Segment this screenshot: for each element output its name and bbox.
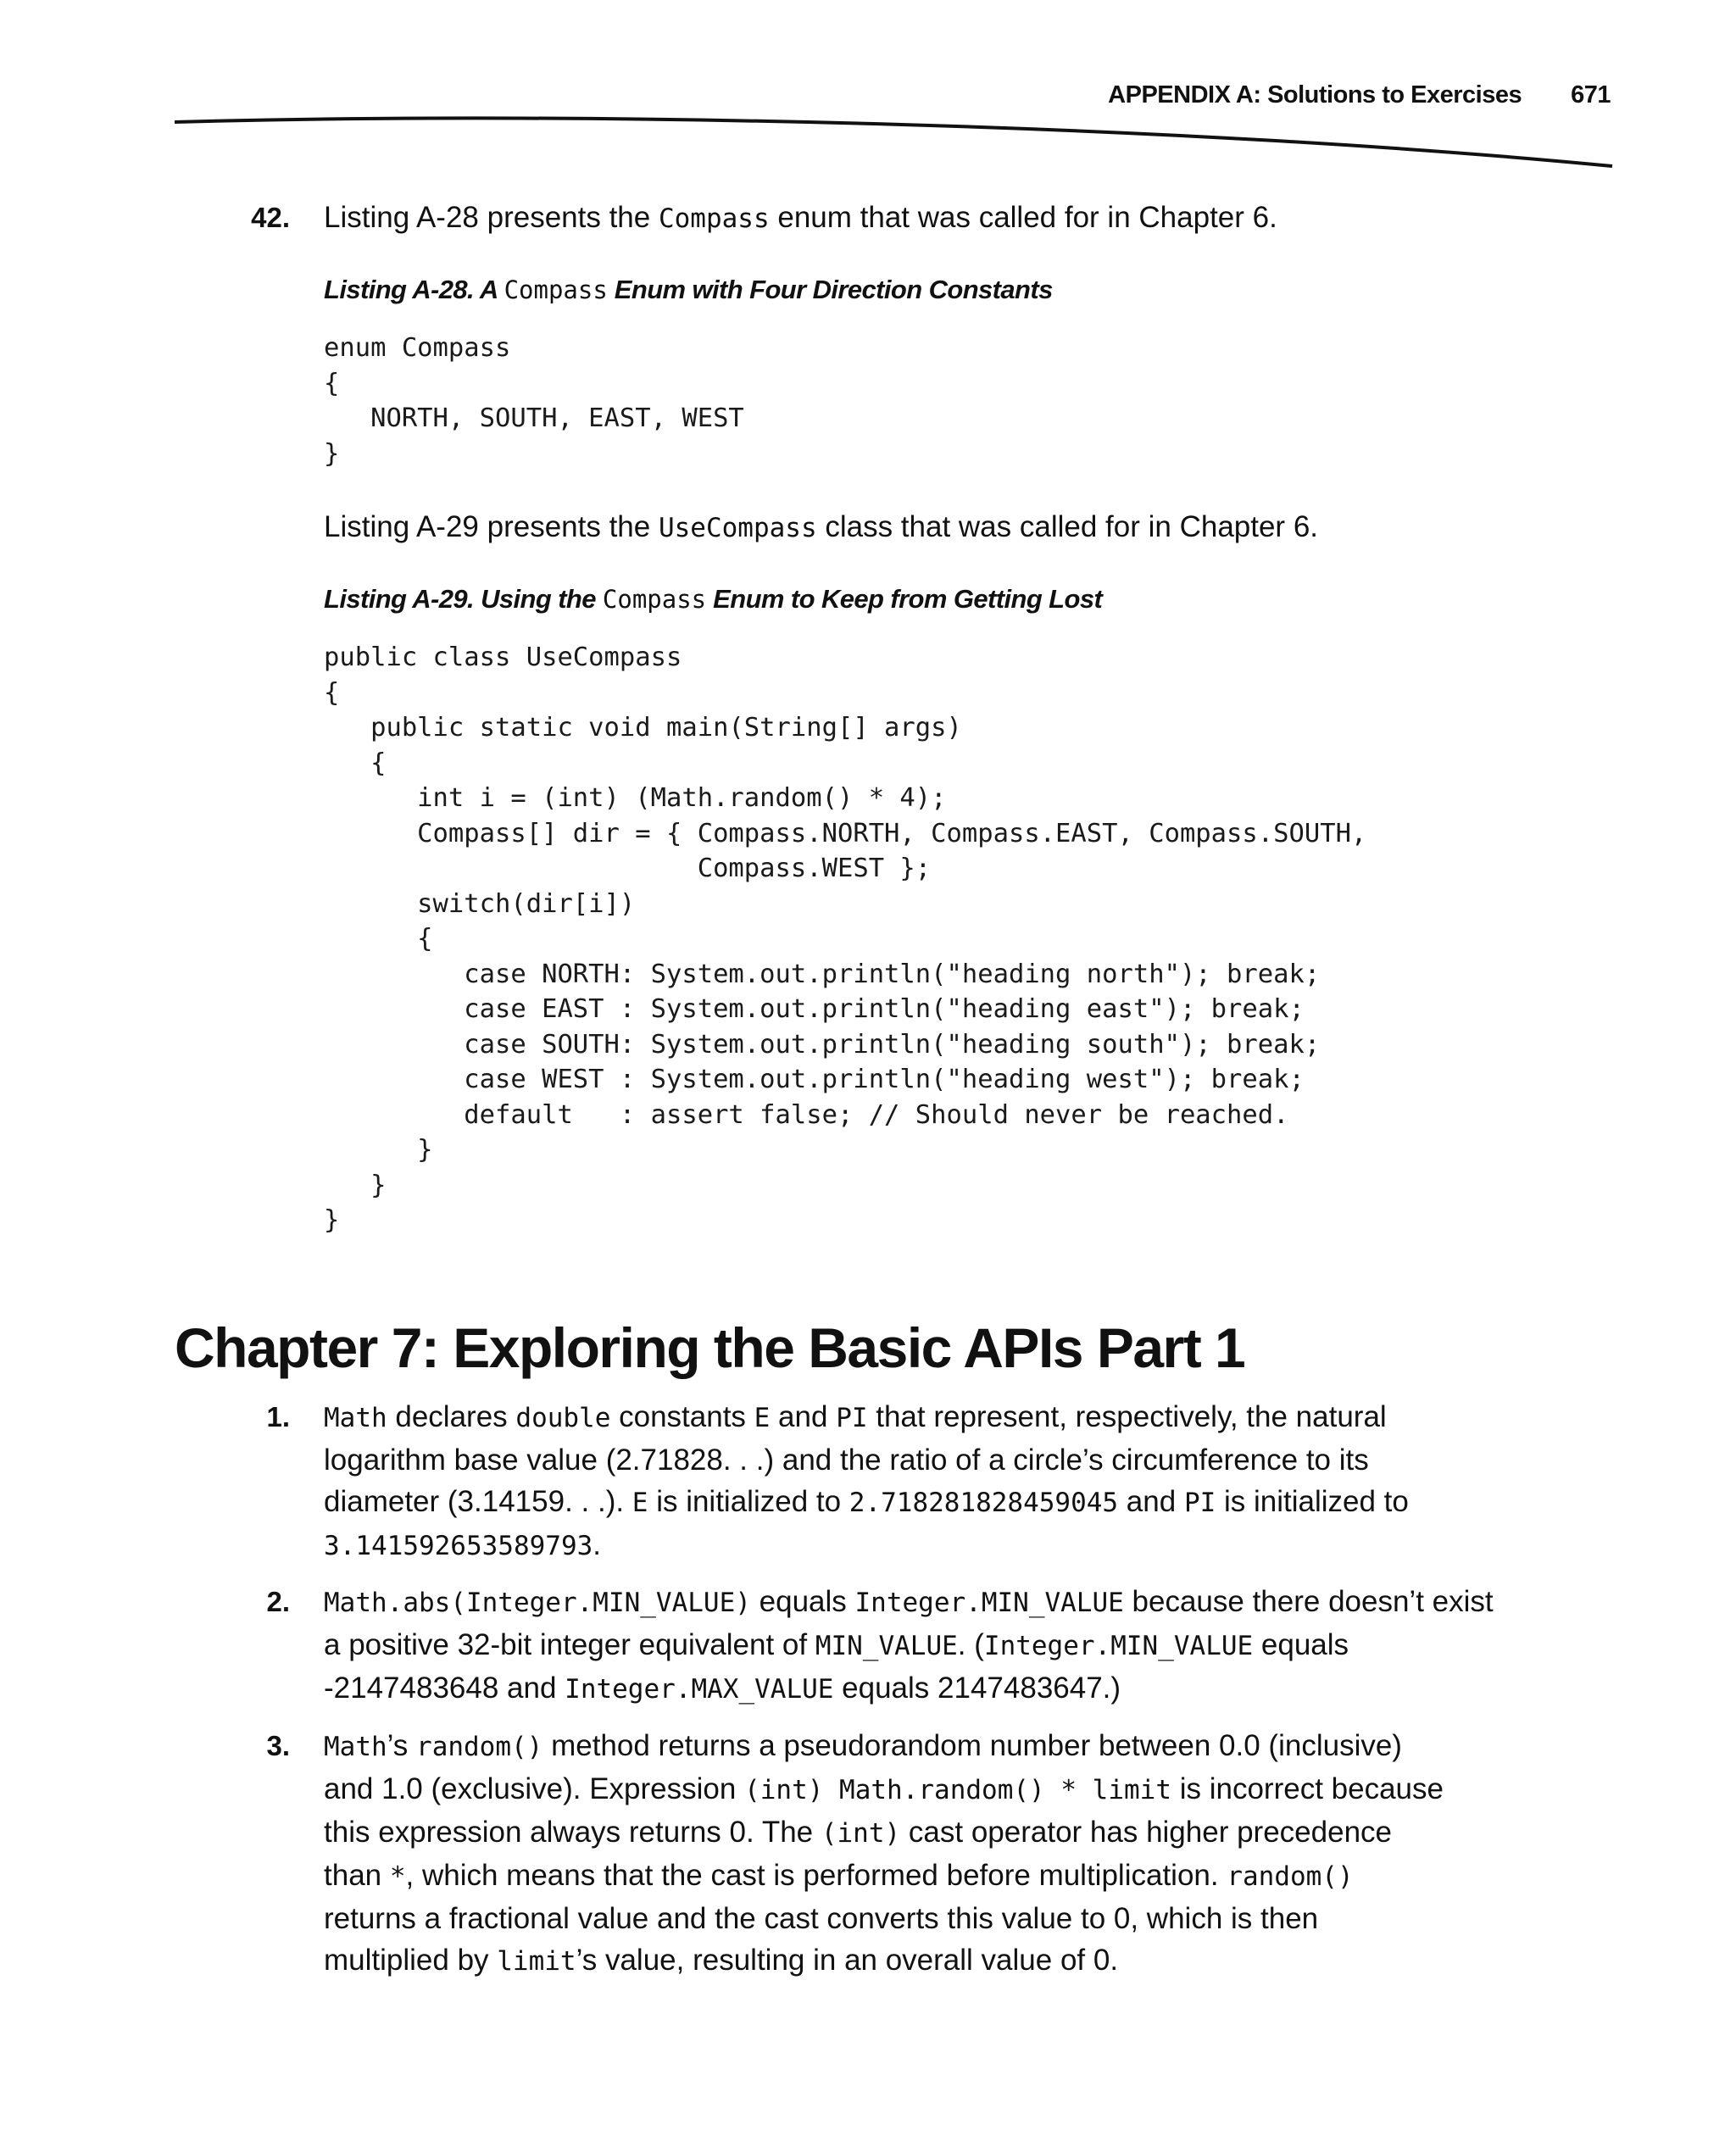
item-number-2: 2. — [266, 1586, 290, 1617]
page-number: 671 — [1571, 81, 1611, 108]
answer-42-intro: Listing A-28 presents the Compass enum that was called for in Chapter 6. — [324, 201, 1277, 234]
answer-1: Math declares double constants E and PI that represent, respectively, the natural logarithm base value (2.71828. . .) and the ratio of a circle’s circumference to its diameter (3.14159. . .). E is initialized to 2.718281828459045 and PI is initialized to 3.141592653589793. — [324, 1400, 1409, 1561]
listing-a28-caption: Listing A-28. A Compass Enum with Four Direction Constants — [324, 275, 1053, 304]
item-number-1: 1. — [266, 1401, 290, 1432]
answer-42-paragraph-2: Listing A-29 presents the UseCompass class that was called for in Chapter 6. — [324, 510, 1319, 543]
listing-a29-caption: Listing A-29. Using the Compass Enum to Keep from Getting Lost — [324, 584, 1103, 614]
listing-a29-code: public class UseCompass { public static void main(String[] args) { int i = (int) (Math.random() * 4); Compass[] dir = { Compass.NORTH, Compass.EAST, Compass.SOUTH, Compass.WEST }; switch(dir[i]) { case NORTH: System.out.println("heading north"); break; case EAST : System.out.println("heading east"); break; case SOUTH: System.out.println("heading south"); break; case WEST : System.out.println("heading west"); break; default : assert false; // Should never be reached. } } } — [324, 642, 1367, 1235]
listing-a28-code: enum Compass { NORTH, SOUTH, EAST, WEST } — [324, 333, 744, 469]
answer-3: Math’s random() method returns a pseudorandom number between 0.0 (inclusive) and 1.0 (exclusive). Expression (int) Math.random() * limit is incorrect because this expression always returns 0. The (int) cast operator has higher precedence than *, which means that the cast is performed before multiplication. random() returns a fractional value and the cast converts this value to 0, which is then multiplied by limit’s value, resulting in an overall value of 0. — [324, 1729, 1444, 1977]
running-head — [1108, 81, 1611, 109]
answer-2: Math.abs(Integer.MIN_VALUE) equals Integer.MIN_VALUE because there doesn’t exist a positive 32-bit integer equivalent of MIN_VALUE. (Integer.MIN_VALUE equals -2147483648 and Integer.MAX_VALUE equals 2147483647.) — [324, 1585, 1494, 1705]
item-number-42: 42. — [251, 202, 290, 233]
chapter-title: Chapter 7: Exploring the Basic APIs Part 1 — [175, 1316, 1245, 1379]
item-number-3: 3. — [266, 1730, 290, 1761]
header-rule — [175, 107, 1616, 175]
running-title: APPENDIX A: Solutions to Exercises — [1108, 81, 1522, 108]
